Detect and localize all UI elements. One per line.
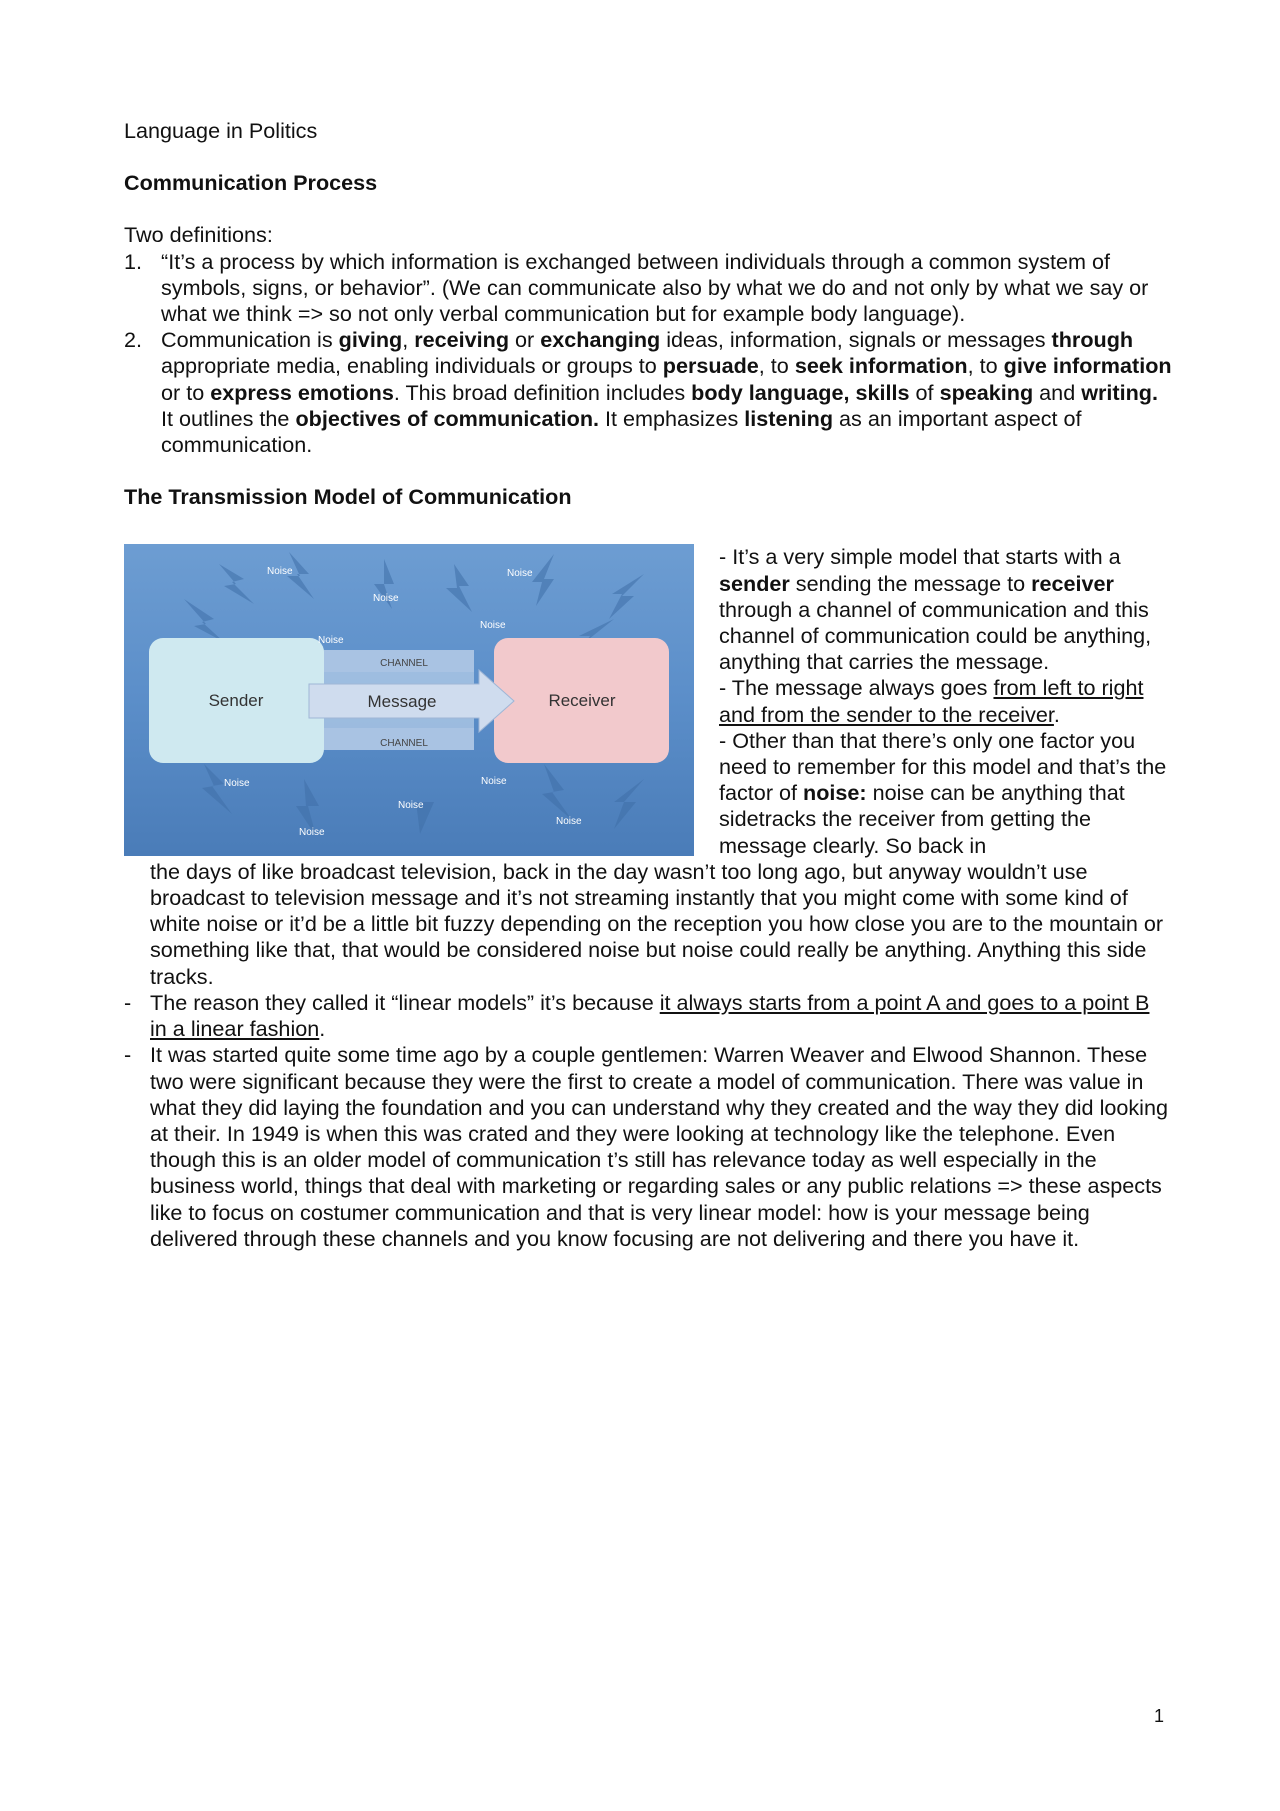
noise-label: Noise (373, 593, 399, 605)
list-number: 1. (124, 248, 143, 274)
bold-term: speaking (939, 379, 1034, 405)
text-run: noise can be anything that sidetracks the receiver from getting the message clearly. So back in (719, 780, 1125, 858)
bold-term: listening (744, 405, 834, 431)
bold-term: sender (719, 570, 790, 596)
text-run: It outlines the (161, 405, 296, 431)
text-run: - It’s a very simple model that starts with a (719, 544, 1121, 570)
bold-term: persuade (662, 353, 759, 379)
bold-term: skills (855, 379, 910, 405)
bold-term: noise: (803, 780, 867, 806)
definition-item-2 (124, 327, 1172, 458)
paragraph-noise-continued: the days of like broadcast television, back in the day wasn’t too long ago, but anyway wouldn’t use broadcast to television message and it’s not streaming instantly that you might come with some kind of white noise or it’d be a little bit fuzzy depending on the reception you how close you are to the mountain or something like that, that would be considered noise but noise could really be anything. Anything this side tracks. (150, 858, 1164, 989)
text-run: through a channel of communication and this channel of communication could be anything, anything that carries the message. (719, 596, 1152, 675)
diagram-side-text (719, 544, 1172, 858)
text-run: , (402, 327, 415, 353)
intro-text: Two definitions: (124, 222, 273, 248)
bold-term: objectives of communication. (295, 405, 600, 431)
dash-item-linear-models (124, 990, 1172, 1042)
list-number: 2. (124, 327, 143, 353)
bold-term: seek information (794, 353, 968, 379)
transmission-model-diagram (124, 544, 694, 856)
bold-term: writing. (1081, 379, 1158, 405)
noise-label: Noise (318, 635, 344, 647)
text-run: It was started quite some time ago by a couple gentlemen: Warren Weaver and Elwood Shannon. These two were significant because they were the first to create a model of communication. There was value in what they did laying the foundation and you can understand why they created and the way they did looking at their. In 1949 is when this was crated and they were looking at technology like the telephone. Even though this is an older model of communication t’s still has relevance today as well especially in the business world, things that deal with marketing or regarding sales or any public relations => these aspects like to focus on costumer communication and that is very linear model: how is your message being delivered through these channels and you know focusing are not delivering and there you have it. (150, 1042, 1168, 1251)
text-run: The reason they called it “linear models” it’s because (150, 989, 660, 1015)
text-run: as an important aspect of communication. (161, 405, 1082, 458)
text-run: . (319, 1016, 326, 1042)
bold-term: receiver (1031, 570, 1114, 596)
text-run: It emphasizes (599, 405, 745, 431)
paragraph-message-direction (719, 675, 1172, 727)
message-label: Message (367, 692, 437, 712)
underlined-text: from left to right and from the sender to the receiver (719, 675, 1144, 727)
channel-label-top: CHANNEL (380, 658, 428, 670)
bold-term: exchanging (540, 327, 661, 353)
noise-label: Noise (224, 778, 250, 790)
noise-label: Noise (398, 800, 424, 812)
page-number: 1 (1154, 1706, 1165, 1726)
text-run: . (1053, 701, 1060, 727)
text-run: - The message always goes (719, 675, 994, 701)
text-run: - Other than that there’s only one factor you need to remember for this model and that’s the factor of (719, 727, 1167, 806)
section-heading-communication-process: Communication Process (124, 170, 378, 196)
text-run: appropriate media, enabling individuals or groups to (161, 353, 663, 379)
underlined-text: it always starts from a point A and goes to a point B in a linear fashion (150, 989, 1150, 1042)
noise-label: Noise (267, 566, 293, 578)
bold-term: giving (338, 327, 403, 353)
noise-label: Noise (480, 620, 506, 632)
noise-label: Noise (299, 827, 325, 839)
noise-label: Noise (481, 776, 507, 788)
dash-bullet: - (124, 989, 132, 1015)
text-run: Communication is (161, 327, 339, 353)
dash-bullet: - (124, 1042, 132, 1068)
text-run: or to (161, 379, 211, 405)
paragraph-model-description (719, 544, 1172, 675)
text-run: and (1033, 379, 1082, 405)
bold-term: through (1051, 327, 1134, 353)
channel-label-bottom: CHANNEL (380, 738, 428, 750)
section-heading-transmission-model: The Transmission Model of Communication (124, 484, 572, 510)
noise-label: Noise (556, 816, 582, 828)
document-page (124, 118, 1172, 1252)
text-run: . This broad definition includes (393, 379, 692, 405)
bold-term: give information (1003, 353, 1172, 379)
text-run: ideas, information, signals or messages (660, 327, 1052, 353)
definition-item-1 (124, 249, 1172, 328)
text-run: sending the message to (789, 570, 1032, 596)
bold-term: express emotions (210, 379, 394, 405)
text-run: or (509, 327, 541, 353)
sender-label: Sender (208, 691, 264, 711)
text-run: , to (758, 353, 795, 379)
bold-term: receiving (414, 327, 510, 353)
dash-list (124, 990, 1172, 1252)
definition-text: “It’s a process by which information is exchanged between individuals through a common system of symbols, signs, or behavior”. (We can communicate also by what we do and not only by what we say or what we think => so not only verbal communication but for example body language). (161, 248, 1149, 327)
text-run: , to (967, 353, 1004, 379)
receiver-label: Receiver (548, 691, 616, 711)
document-title: Language in Politics (124, 118, 318, 143)
noise-label: Noise (507, 568, 533, 580)
dash-item-history (124, 1042, 1172, 1252)
paragraph-noise (719, 728, 1172, 859)
definitions-list (124, 249, 1172, 459)
text-run: of (909, 379, 940, 405)
bold-term: body language, (691, 379, 850, 405)
